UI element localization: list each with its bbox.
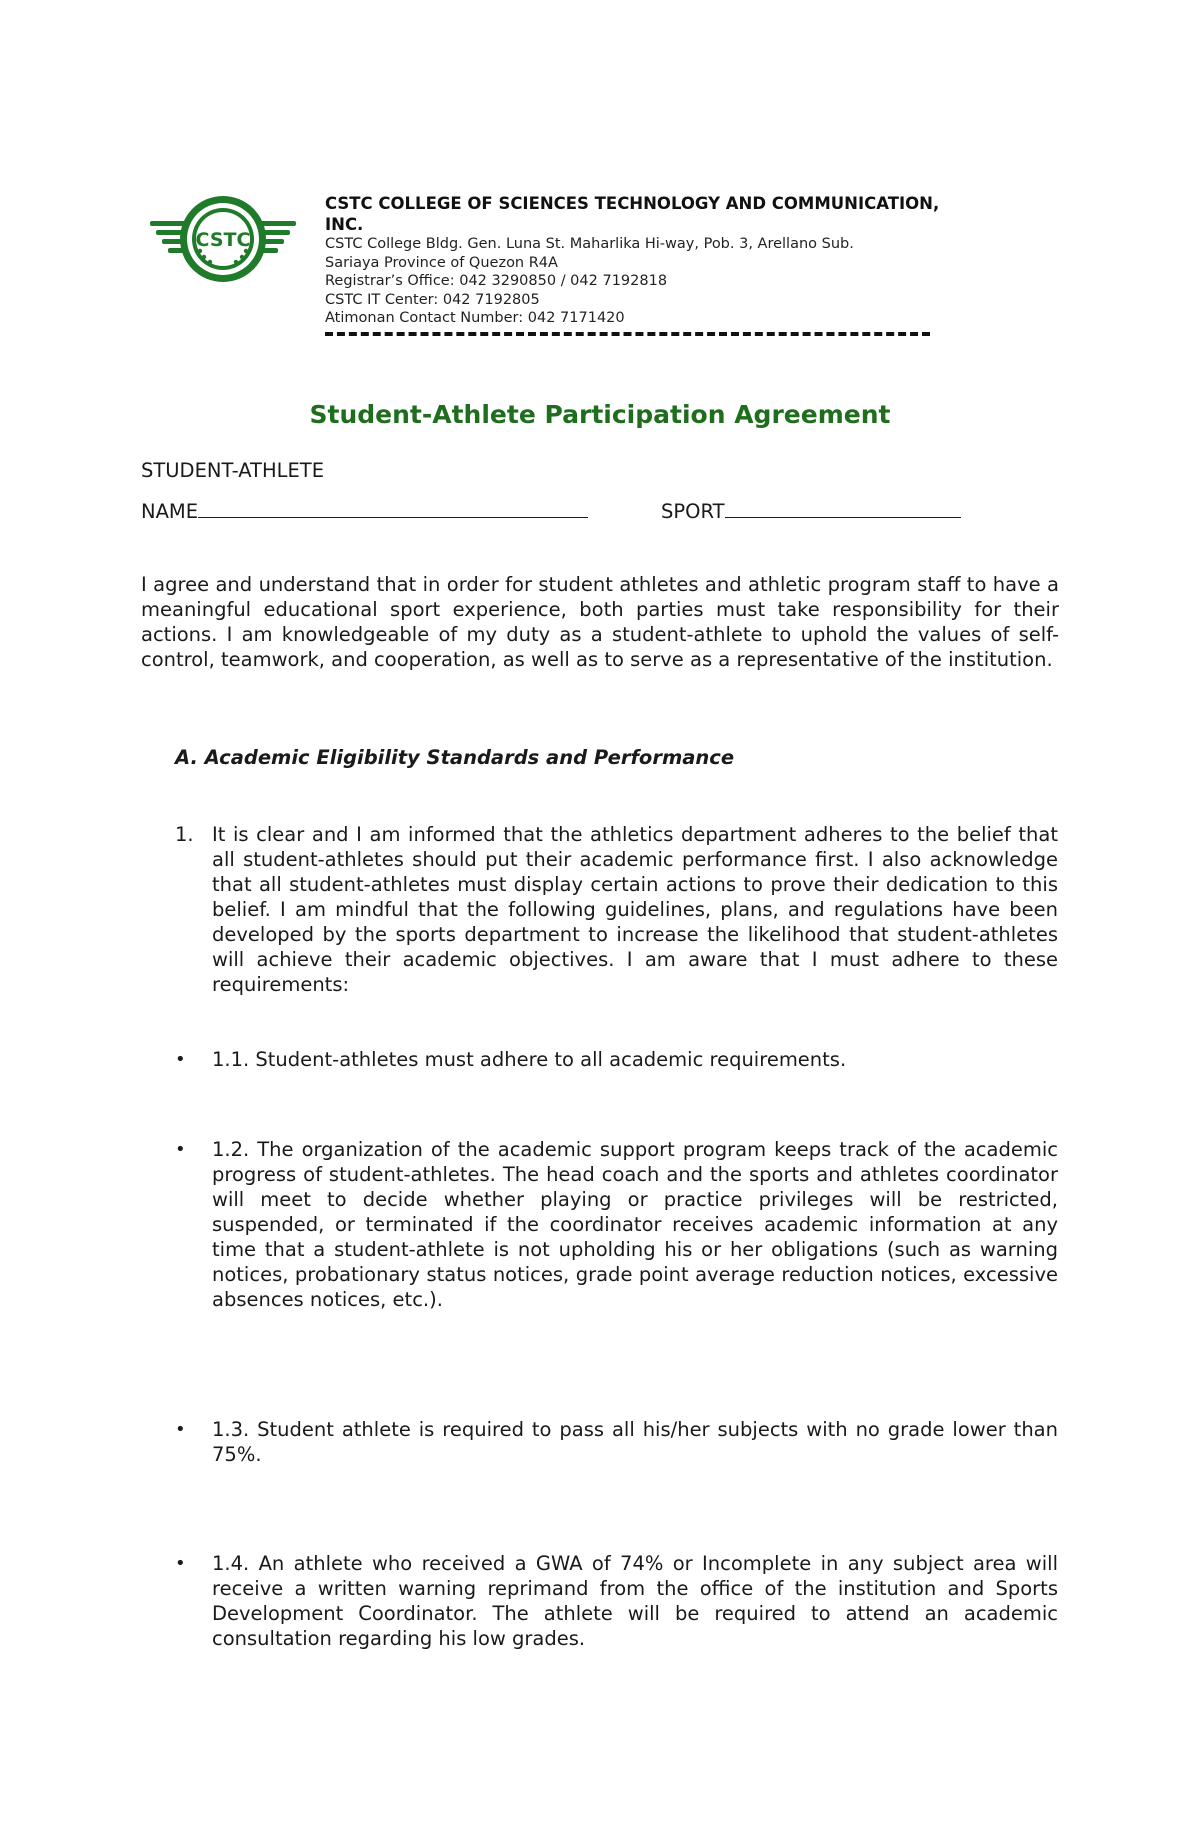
sport-label: SPORT: [661, 500, 725, 523]
logo-text: CSTC: [195, 229, 251, 251]
name-blank-line[interactable]: [198, 497, 588, 518]
bullet-1-4: 1.4. An athlete who received a GWA of 74% or Incomplete in any subject area will receive a written warning reprimand from the office of the institution and Sports Development Coordinator. The athlete will be required to attend an academic consultation regarding his low grades.: [212, 1552, 1058, 1650]
item-1-text: It is clear and I am informed that the athletics department adheres to the belief that all student-athletes should put their academic performance first. I also acknowledge that all student-athletes must display certain actions to prove their dedication to this belief. I am mindful that the following guidelines, plans, and regulations have been developed by the sports department to increase the likelihood that student-athletes will achieve their academic objectives. I am aware that I must adhere to these requirements:: [212, 823, 1058, 996]
intro-paragraph: I agree and understand that in order for student athletes and athletic program staff to have a meaningful educational sport experience, both parties must take responsibility for their actions. I am knowledgeable of my duty as a student-athlete to uphold the values of self-control, teamwork, and cooperation, as well as to serve as a representative of the institution.: [141, 573, 1059, 671]
sport-blank-line[interactable]: [725, 497, 961, 518]
bullet-marker: •: [175, 1419, 186, 1440]
cstc-logo-icon: [148, 193, 298, 287]
org-name: CSTC COLLEGE OF SCIENCES TECHNOLOGY AND COMMUNICATION, INC.: [325, 194, 940, 234]
bullet-1-1: 1.1. Student-athletes must adhere to all academic requirements.: [212, 1048, 847, 1071]
section-a-heading: A. Academic Eligibility Standards and Performance: [175, 746, 735, 769]
letterhead-divider: [325, 332, 930, 336]
it-center-contact: CSTC IT Center: 042 7192805: [325, 291, 540, 308]
address-line-2: Sariaya Province of Quezon R4A: [325, 254, 558, 271]
name-label: NAME: [141, 500, 199, 523]
address-line-1: CSTC College Bldg. Gen. Luna St. Maharlika Hi-way, Pob. 3, Arellano Sub.: [325, 236, 854, 252]
bullet-1-3: 1.3. Student athlete is required to pass all his/her subjects with no grade lower than 75%.: [212, 1418, 1058, 1466]
bullet-marker: •: [175, 1139, 186, 1160]
document-title: Student-Athlete Participation Agreement: [309, 400, 891, 429]
registrar-contact: Registrar’s Office: 042 3290850 / 042 7192818: [325, 273, 668, 289]
atimonan-contact: Atimonan Contact Number: 042 7171420: [325, 310, 625, 326]
bullet-1-2: 1.2. The organization of the academic support program keeps track of the academic progress of student-athletes. The head coach and the sports and athletes coordinator will meet to decide whether playing or practice privileges will be restricted, suspended, or terminated if the coordinator receives academic information at any time that a student-athlete is not upholding his or her obligations (such as warning notices, probationary status notices, grade point average reduction notices, excessive absences notices, etc.).: [212, 1138, 1058, 1311]
sport-field: [661, 497, 961, 523]
item-1-number: 1.: [175, 823, 194, 846]
student-athlete-label: STUDENT-ATHLETE: [141, 459, 325, 482]
name-field: [141, 497, 588, 523]
bullet-marker: •: [175, 1049, 186, 1070]
bullet-marker: •: [175, 1553, 186, 1574]
letterhead: [325, 193, 945, 336]
